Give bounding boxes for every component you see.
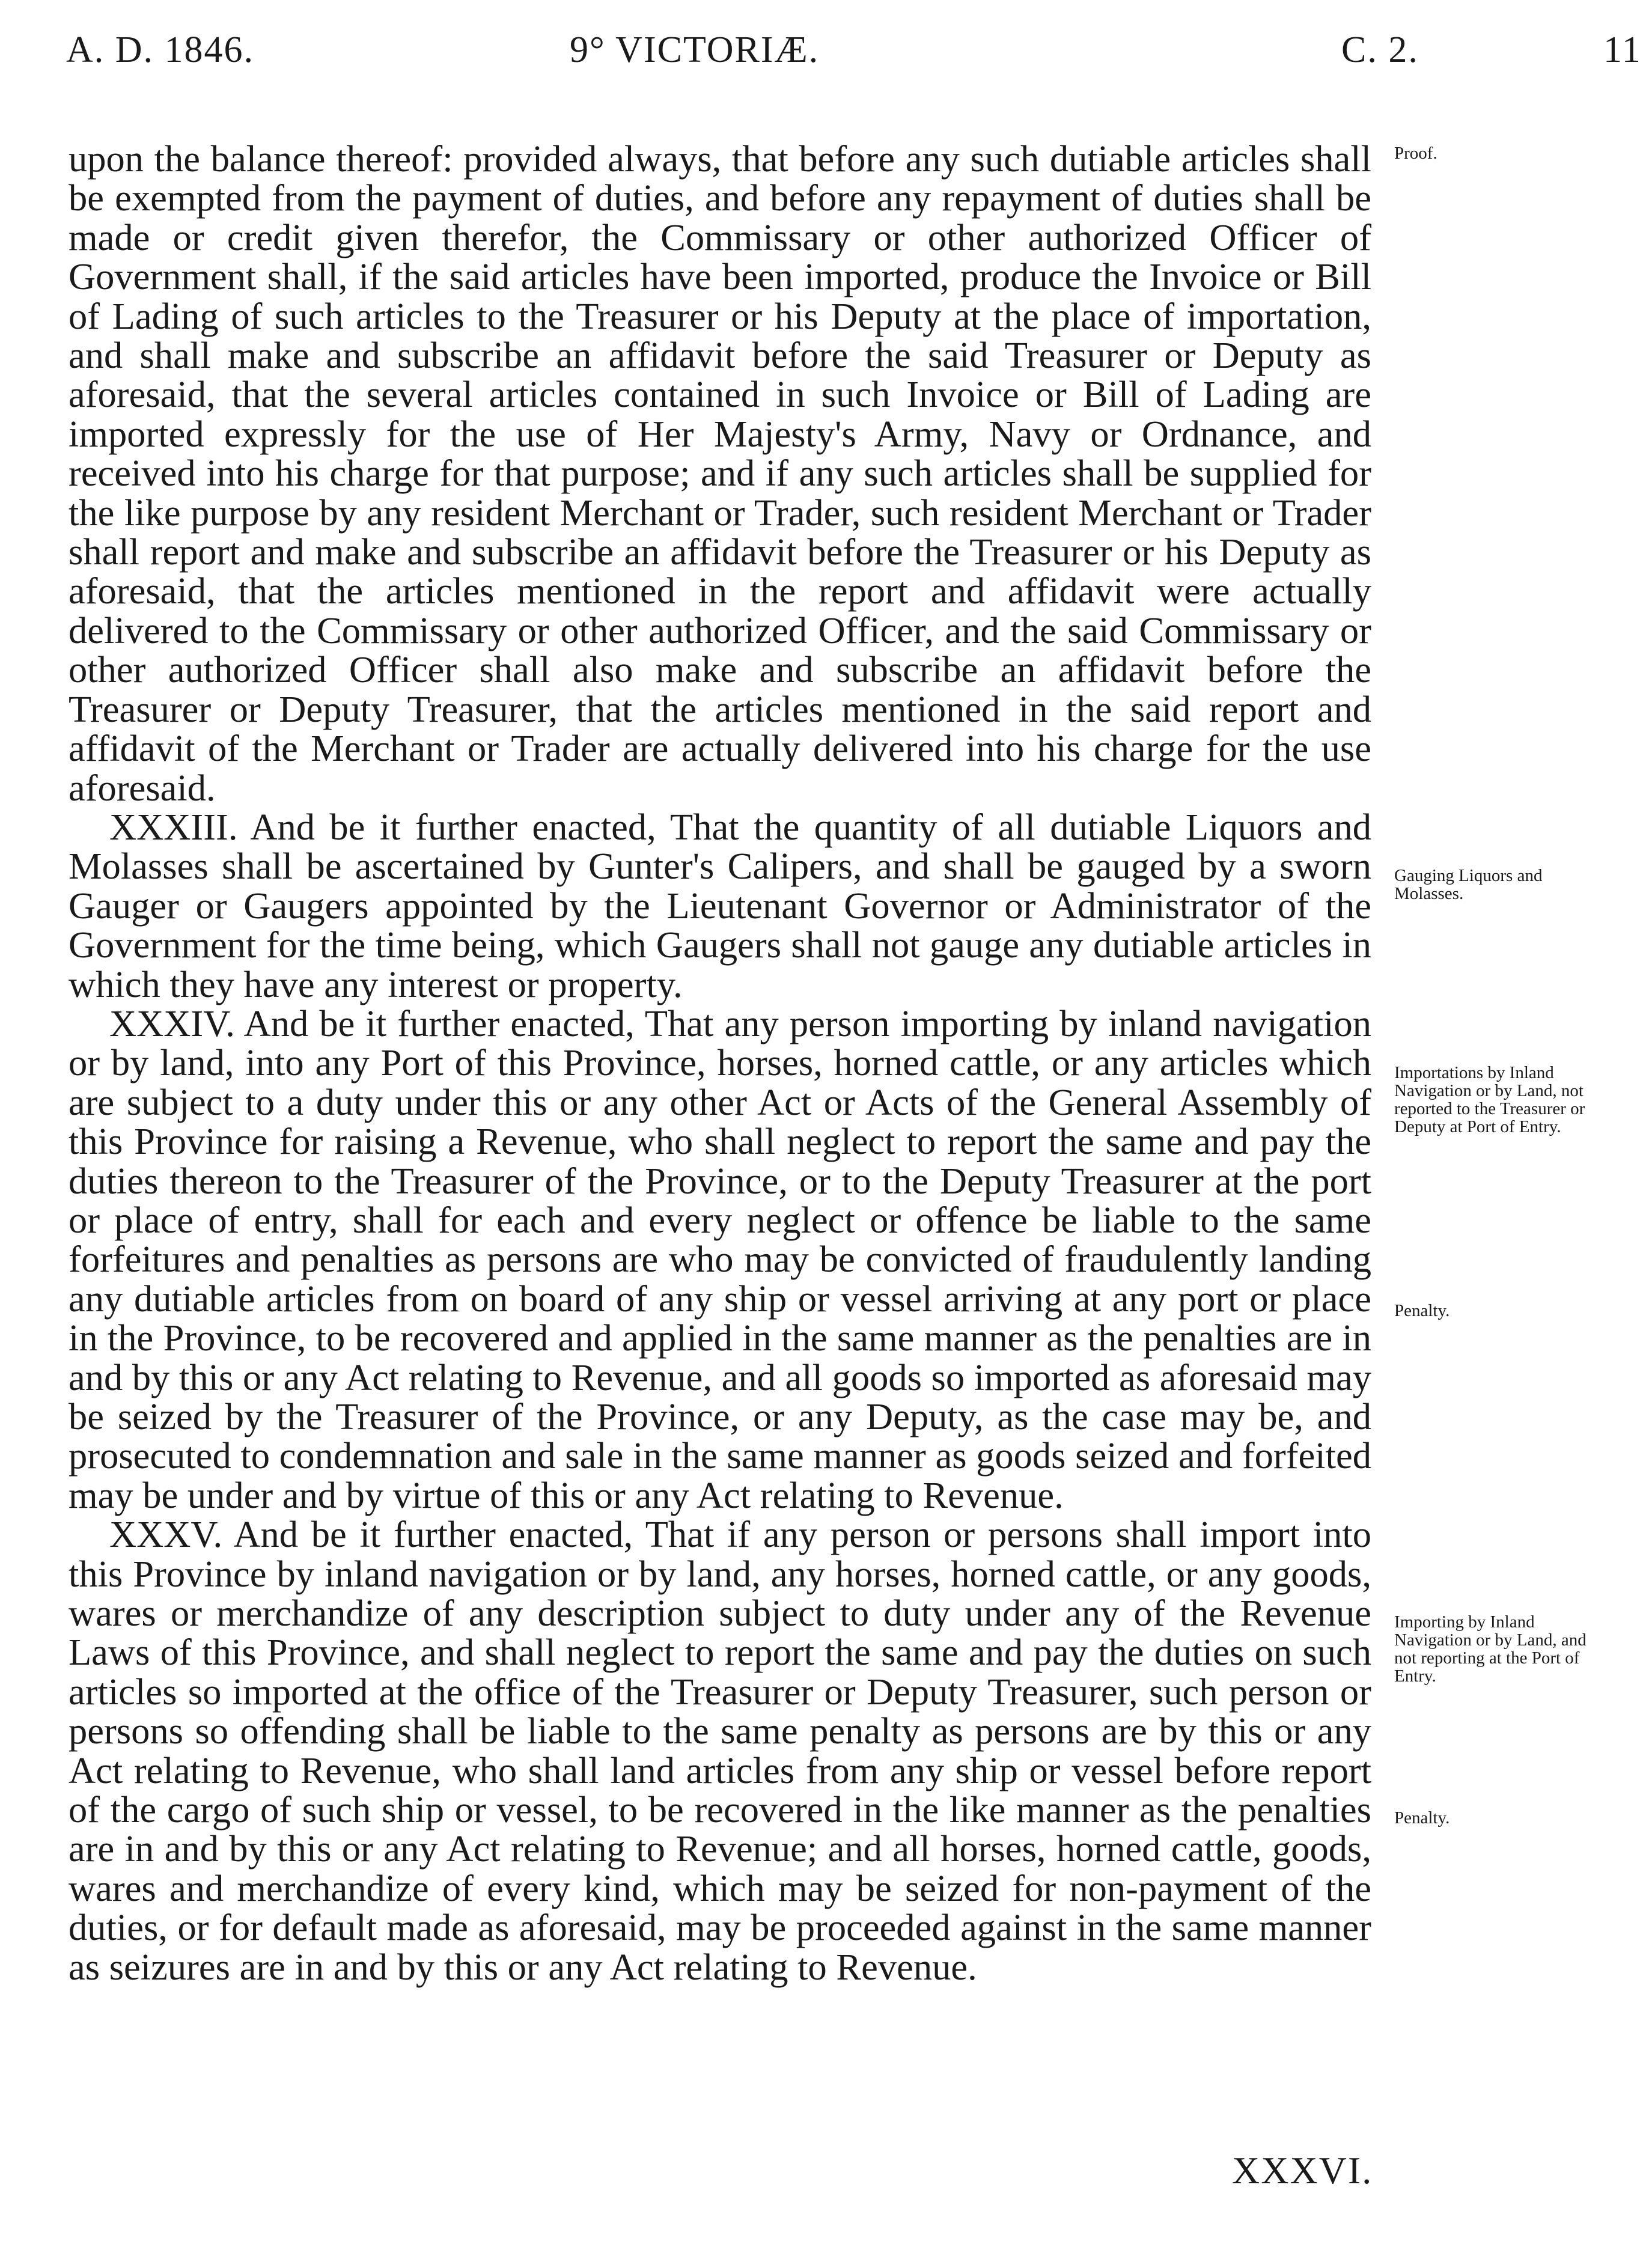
margin-note-importations: Importations by Inland Navigation or by Land, not reported to the Treasurer or Deputy at Port of Entry. (1394, 1063, 1585, 1136)
margin-note-penalty: Penalty. (1394, 1301, 1450, 1320)
section-xxxiv: XXXIV. And be it further enacted, That any person importing by inland navigation or by land, into any Port of this Province, horses, horned cattle, or any articles which are subject to a duty under this or any other Act or Acts of the General Assembly of this Province for raising a Revenue, who shall neglect to report the same and pay the duties thereon to the Treasurer of the Province, or to the Deputy Treasurer at the port or place of entry, shall for each and every neglect or offence be liable to the same forfeitures and penalties as persons are who may be convicted of fraudulently landing any dutiable articles from on board of any ship or vessel arriving at any port or place in the Province, to be recovered and applied in the same manner as the penalties are in and by this or any Act relating to Revenue, and all goods so imported as aforesaid may be seized by the Treasurer of the Province, or any Deputy, as the case may be, and prosecuted to condemnation and sale in the same manner as goods seized and forfeited may be under and by virtue of this or any Act relating to Revenue. (69, 1002, 1371, 1516)
catchword: XXXVI. (1232, 2149, 1373, 2192)
section-xxxv: XXXV. And be it further enacted, That if any person or persons shall import into this Province by inland navigation or by land, any horses, horned cattle, or any goods, wares or merchandize of any description subject to duty under any of the Revenue Laws of this Province, and shall neglect to report the same and pay the duties on such articles so imported at the office of the Treasurer or Deputy Treasurer, such person or persons so offending shall be liable to the same penalty as persons are by this or any Act relating to Revenue, who shall land articles from any ship or vessel before report of the cargo of such ship or vessel, to be recovered in the like manner as the penalties are in and by this or any Act relating to Revenue; and all horses, horned cattle, goods, wares and merchandize of every kind, which may be seized for non-payment of the duties, or for default made as aforesaid, may be proceeded against in the same manner as seizures are in and by this or any Act relating to Revenue. (69, 1513, 1371, 1988)
running-header (0, 29, 1643, 83)
margin-note-gauging: Gauging Liquors and Molasses. (1394, 866, 1543, 903)
paragraph-continued: upon the balance thereof: provided always, that before any such dutiable articles shall be exempted from the payment of duties, and before any repayment of duties shall be made or credit given therefor, the Commissary or other authorized Officer of Government shall, if the said articles have been imported, produce the Invoice or Bill of Lading of such articles to the Treasurer or his Deputy at the place of importation, and shall make and subscribe an affidavit before the said Treasurer or Deputy as aforesaid, that the several articles contained in such Invoice or Bill of Lading are imported expressly for the use of Her Majesty's Army, Navy or Ordnance, and received into his charge for that purpose; and if any such articles shall be supplied for the like purpose by any resident Merchant or Trader, such resident Merchant or Trader shall report and make and subscribe an affidavit before the Treasurer or his Deputy as aforesaid, that the articles mentioned in the report and affidavit were actually delivered to the Commissary or other authorized Officer, and the said Commissary or other authorized Officer shall also make and subscribe an affidavit before the Treasurer or Deputy Treasurer, that the articles mentioned in the said report and affidavit of the Merchant or Trader are actually delivered into his charge for the use aforesaid. (69, 138, 1371, 809)
statute-body (69, 139, 1371, 1987)
margin-note-proof: Proof. (1394, 144, 1437, 163)
margin-note-importing: Importing by Inland Navigation or by Land, and not reporting at the Port of Entry. (1394, 1612, 1587, 1686)
header-chapter: C. 2. (1341, 29, 1419, 70)
header-regnal-year: 9° VICTORIÆ. (570, 29, 820, 70)
margin-note-penalty-second: Penalty. (1394, 1808, 1450, 1828)
section-xxxiii: XXXIII. And be it further enacted, That the quantity of all dutiable Liquors and Molasses shall be ascertained by Gunter's Calipers, and shall be gauged by a sworn Gauger or Gaugers appointed by the Lieutenant Governor or Administrator of the Government for the time being, which Gaugers shall not gauge any dutiable articles in which they have any interest or property. (69, 805, 1371, 1005)
page-number: 11 (1603, 29, 1642, 70)
header-year: A. D. 1846. (66, 29, 255, 70)
